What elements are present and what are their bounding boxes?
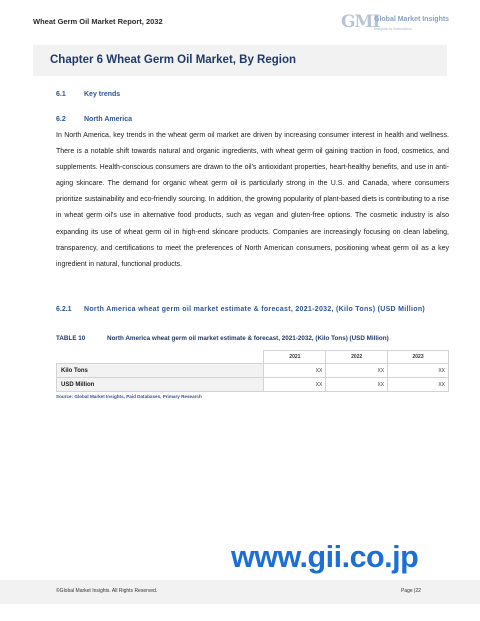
table-column-header: 2021	[264, 351, 326, 364]
logo-tagline: Insights to Innovation	[374, 26, 412, 31]
table-cell: XX	[326, 378, 388, 392]
report-header-title: Wheat Germ Oil Market Report, 2032	[33, 17, 163, 26]
table-column-header: 2022	[326, 351, 388, 364]
data-table	[56, 350, 449, 392]
table-cell: XX	[264, 364, 326, 378]
page-number: 22	[415, 588, 421, 594]
footer-page-indicator	[401, 588, 421, 594]
table-row-label: Kilo Tons	[57, 364, 264, 378]
table-label: TABLE 10	[56, 335, 86, 342]
logo-mark: GMI	[341, 12, 380, 32]
subsection-number: 6.2.1	[56, 306, 72, 313]
section-label: Key trends	[84, 91, 121, 98]
table-header-blank	[57, 351, 264, 364]
body-paragraph: In North America, key trends in the wheat germ oil market are driven by increasing consumer interest in health and wellness. There is a notable shift towards natural and organic ingredients, with wheat germ oil gaining traction in food, cosmetics, and supplements. Health-conscious consumers are drawn to the oil's antioxidant properties, heart-healthy benefits, and use in anti-aging skincare. The demand for organic wheat germ oil is particularly strong in the U.S. and Canada, where consumers prioritize sustainability and eco-friendly sourcing. In addition, the growing popularity of plant-based diets is contributing to a rise in wheat germ oil's use in alternative food products, such as vegan and gluten-free options. The cosmetic industry is also expanding its use of wheat germ oil in high-end skincare products. Companies are increasingly focusing on clean labeling, transparency, and certifications to meet the preferences of North American consumers, positioning wheat germ oil as a key ingredient in natural, functional products.	[56, 132, 449, 268]
table-cell: XX	[388, 364, 449, 378]
table-cell: XX	[264, 378, 326, 392]
subsection-heading	[56, 305, 449, 315]
table-row	[57, 378, 449, 392]
watermark-url: www.gii.co.jp	[231, 540, 419, 574]
subsection-title: North America wheat germ oil market estimate & forecast, 2021-2032, (Kilo Tons) (USD Million)	[84, 306, 426, 313]
logo-name: Global Market Insights	[374, 16, 450, 23]
table-row	[57, 364, 449, 378]
section-number: 6.2	[56, 116, 66, 123]
company-logo	[341, 12, 451, 38]
page-footer	[0, 580, 480, 604]
table-caption	[56, 335, 389, 342]
table-source: Source: Global Market Insights, Paid Databases, Primary Research	[56, 394, 202, 399]
chapter-banner	[33, 45, 447, 76]
footer-copyright: ©Global Market Insights. All Rights Reserved.	[56, 588, 158, 594]
table-title: North America wheat germ oil market estimate & forecast, 2021-2032, (Kilo Tons) (USD Million)	[107, 335, 389, 342]
section-heading-north-america	[56, 116, 132, 123]
table-cell: XX	[388, 378, 449, 392]
table-header-row	[57, 351, 449, 364]
page-separator: |	[414, 588, 416, 594]
chapter-title: Chapter 6 Wheat Germ Oil Market, By Region	[50, 54, 297, 66]
section-heading-key-trends	[56, 91, 121, 98]
page-label: Page	[401, 588, 413, 594]
section-number: 6.1	[56, 91, 66, 98]
section-label: North America	[84, 116, 132, 123]
table-cell: XX	[326, 364, 388, 378]
table-row-label: USD Million	[57, 378, 264, 392]
table-column-header: 2023	[388, 351, 449, 364]
